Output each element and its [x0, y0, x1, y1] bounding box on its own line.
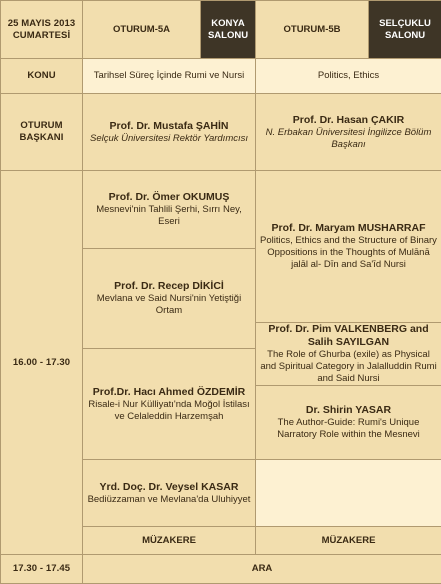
talk-b-empty [256, 460, 441, 527]
chair-b-desc: N. Erbakan Üniversitesi İngilizce Bölüm Başkanı [258, 127, 439, 151]
chair-b [256, 94, 441, 171]
talk-b-1-name: Prof. Dr. Maryam MUSHARRAF [258, 222, 439, 235]
talk-b-2-desc: The Role of Ghurba (exile) as Physical and Spiritual Category in Jalalluddin Rumi and Said Nursi [258, 349, 439, 385]
talk-b-1 [256, 171, 441, 323]
date-cell [1, 1, 83, 59]
chair-label-line2: BAŞKANI [3, 132, 80, 144]
time-main: 16.00 - 17.30 [1, 171, 83, 555]
chair-a [83, 94, 256, 171]
chair-b-name: Prof. Dr. Hasan ÇAKIR [258, 114, 439, 127]
break-label: ARA [83, 555, 441, 584]
day-text: CUMARTESİ [3, 30, 80, 42]
session-a-title: OTURUM-5A [83, 1, 201, 59]
talk-a-4 [83, 460, 256, 527]
talk-b-3 [256, 386, 441, 460]
topic-row [1, 59, 441, 94]
topic-b: Politics, Ethics [256, 59, 441, 94]
talk-b-2-name: Prof. Dr. Pim VALKENBERG and Salih SAYILGAN [258, 323, 439, 349]
talk-b-3-desc: The Author-Guide: Rumi's Unique Narratory Role within the Mesnevi [258, 417, 439, 441]
chair-a-desc: Selçuk Üniversitesi Rektör Yardımcısı [85, 133, 253, 145]
talk-a-4-name: Yrd. Doç. Dr. Veysel KASAR [85, 481, 253, 494]
talk-a-1 [83, 171, 256, 249]
hall-a-line1: KONYA [203, 18, 253, 30]
chair-label-line1: OTURUM [3, 120, 80, 132]
talk-a-1-name: Prof. Dr. Ömer OKUMUŞ [85, 191, 253, 204]
talk-a-3-desc: Risale-i Nur Külliyatı'nda Moğol İstilası ve Celaleddin Harzemşah [85, 399, 253, 423]
hall-a-line2: SALONU [203, 30, 253, 42]
hall-a-cell [201, 1, 256, 59]
discussion-a: MÜZAKERE [83, 527, 256, 555]
talk-a-2-desc: Mevlana ve Said Nursi'nin Yetiştiği Ortam [85, 293, 253, 317]
chair-row [1, 94, 441, 171]
hall-b-cell [369, 1, 441, 59]
talk-a-3-name: Prof.Dr. Hacı Ahmed ÖZDEMİR [85, 386, 253, 399]
talk-row-1 [1, 171, 441, 249]
break-time: 17.30 - 17.45 [1, 555, 83, 584]
talk-a-2-name: Prof. Dr. Recep DİKİCİ [85, 280, 253, 293]
chair-label [1, 94, 83, 171]
header-row [1, 1, 441, 59]
talk-b-2 [256, 323, 441, 386]
topic-label: KONU [1, 59, 83, 94]
hall-b-line2: SALONU [371, 30, 439, 42]
talk-b-1-desc: Politics, Ethics and the Structure of Binary Oppositions in the Thoughts of Mulānā jalāl al- Dīn and Sa'īd Nursi [258, 235, 439, 271]
session-b-title: OTURUM-5B [256, 1, 369, 59]
topic-a: Tarihsel Süreç İçinde Rumi ve Nursi [83, 59, 256, 94]
talk-a-4-desc: Bediüzzaman ve Mevlana'da Uluhiyyet [85, 494, 253, 506]
talk-a-3 [83, 349, 256, 460]
talk-a-1-desc: Mesnevi'nin Tahlili Şerhi, Sırrı Ney, Eseri [85, 204, 253, 228]
talk-b-3-name: Dr. Shirin YASAR [258, 404, 439, 417]
talk-a-2 [83, 249, 256, 349]
date-text: 25 MAYIS 2013 [3, 18, 80, 30]
break-row [1, 555, 441, 584]
hall-b-line1: SELÇUKLU [371, 18, 439, 30]
chair-a-name: Prof. Dr. Mustafa ŞAHİN [85, 120, 253, 133]
discussion-b: MÜZAKERE [256, 527, 441, 555]
